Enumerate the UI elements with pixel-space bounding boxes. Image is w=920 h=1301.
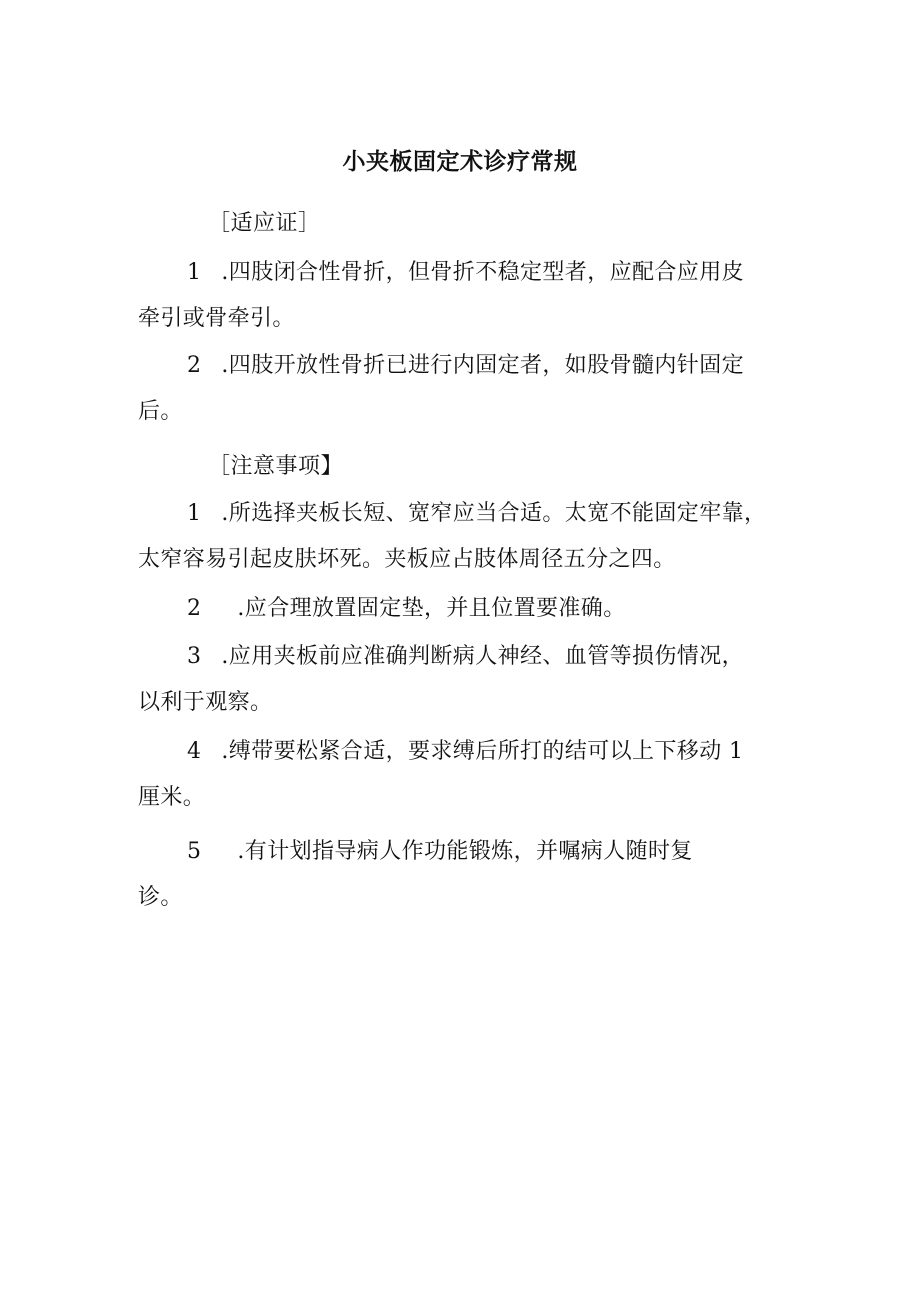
item-text: .缚带要松紧合适，要求缚后所打的结可以上下移动 1	[221, 739, 744, 764]
item-text: .所选择夹板长短、宽窄应当合适。太宽不能固定牢靠，	[221, 501, 767, 526]
list-item	[138, 343, 788, 435]
item-text-continued: 厘米。	[138, 785, 206, 810]
item-number: 2	[187, 596, 202, 621]
list-item	[138, 729, 788, 821]
list-item	[138, 491, 788, 583]
page-title: 小夹板固定术诊疗常规	[342, 148, 578, 175]
item-number: 4	[187, 739, 202, 764]
item-number: 3	[187, 644, 202, 669]
list-item	[138, 634, 788, 726]
section-heading-precautions: ［注意事项】	[208, 454, 344, 479]
item-text-continued: 牵引或骨牵引。	[138, 306, 295, 331]
list-item	[138, 829, 788, 921]
item-number: 1	[187, 501, 202, 526]
item-text-continued: 诊。	[138, 885, 183, 910]
item-text: .四肢开放性骨折已进行内固定者，如股骨髓内针固定	[221, 353, 745, 378]
list-item	[138, 586, 788, 632]
section-heading-indications: ［适应证］	[208, 211, 321, 236]
list-item	[138, 250, 788, 342]
item-text: .应合理放置固定垫，并且位置要准确。	[237, 596, 626, 621]
item-text-continued: 以利于观察。	[138, 690, 273, 715]
item-number: 2	[187, 353, 202, 378]
item-number: 5	[187, 839, 202, 864]
item-text: .四肢闭合性骨折，但骨折不稳定型者，应配合应用皮	[221, 260, 745, 285]
item-text: .有计划指导病人作功能锻炼，并嘱病人随时复	[237, 839, 693, 864]
item-text-continued: 太窄容易引起皮肤坏死。夹板应占肢体周径五分之四。	[138, 547, 676, 572]
item-text-continued: 后。	[138, 399, 183, 424]
item-number: 1	[187, 260, 202, 285]
item-text: .应用夹板前应准确判断病人神经、血管等损伤情况，	[221, 644, 745, 669]
